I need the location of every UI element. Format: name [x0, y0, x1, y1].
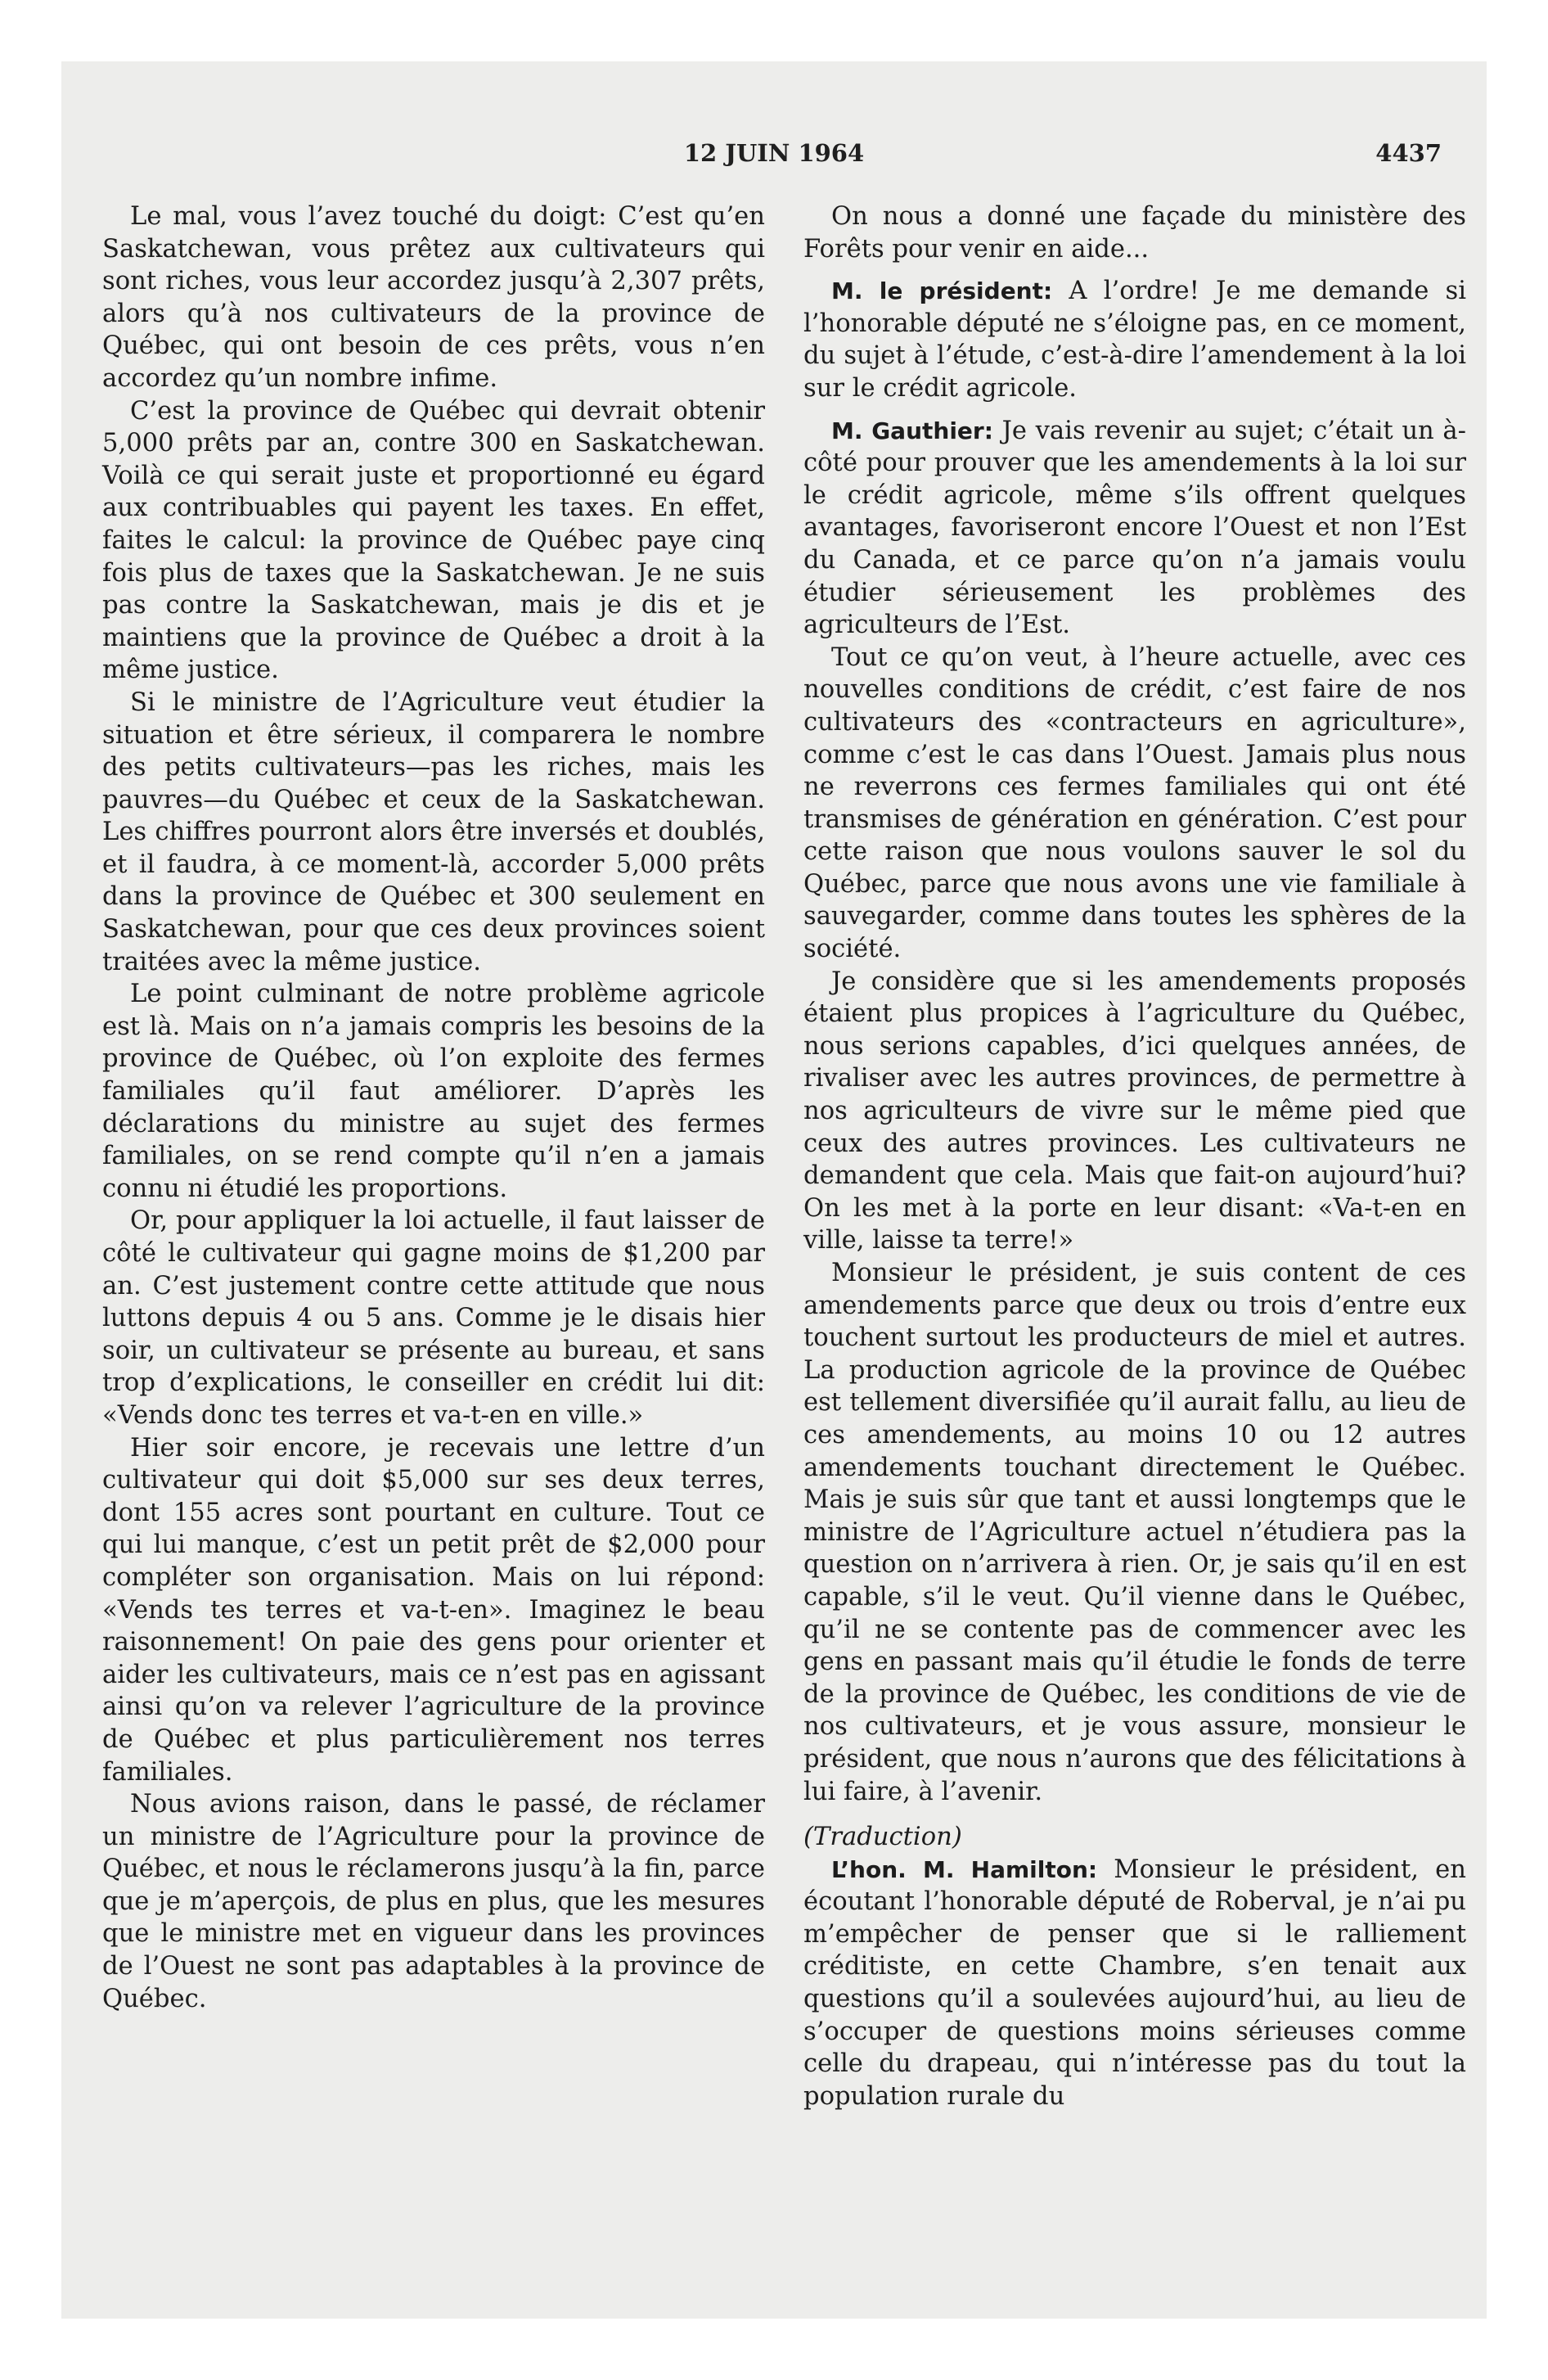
speaker-name: M. le président:	[831, 277, 1053, 305]
paragraph: Or, pour appliquer la loi actuelle, il faut laisser de côté le cultivateur qui gagne moins de $1,200 par an. C’est justement contre cette attitude que nous luttons depuis 4 ou 5 ans. Comme je le disais hier soir, un cultivateur se présente au bureau, et sans trop d’explications, le conseiller en crédit lui dit: «Vends donc tes terres et va-t-en en ville.»	[102, 1206, 765, 1430]
page-header	[61, 139, 1487, 172]
paragraph: On nous a donné une façade du ministère des Forêts pour venir en aide...	[803, 202, 1466, 264]
speech-paragraph	[803, 415, 1466, 642]
left-column	[102, 201, 765, 2015]
paragraph: Hier soir encore, je recevais une lettre d’un cultivateur qui doit $5,000 sur ses deux terres, dont 155 acres sont pourtant en culture. Tout ce qui lui manque, c’est un petit prêt de $2,000 pour compléter son organisation. Mais on lui répond: «Vends tes terres et va-t-en». Imaginez le beau raisonnement! On paie des gens pour orienter et aider les cultivateurs, mais ce n’est pas en agissant ainsi qu’on va relever l’agriculture de la province de Québec et plus particulièrement nos terres familiales.	[102, 1433, 765, 1787]
speech-paragraph	[803, 275, 1466, 404]
speech-text: Je vais revenir au sujet; c’était un à-côté pour prouver que les amendements à la loi sur le crédit agricole, même s’ils offrent quelques avantages, favoriseront encore l’Ouest et non l’Est du Canada, et ce parce qu’on n’a jamais voulu étudier sérieusement les problèmes des agriculteurs de l’Est.	[803, 416, 1466, 640]
page-number: 4437	[1375, 139, 1442, 167]
header-date: 12 JUIN 1964	[683, 139, 865, 167]
paragraph: C’est la province de Québec qui devrait obtenir 5,000 prêts par an, contre 300 en Saskatchewan. Voilà ce qui serait juste et proportionné eu égard aux contribuables qui payent les taxes. En effet, faites le calcul: la province de Québec paye cinq fois plus de taxes que la Saskatchewan. Je ne suis pas contre la Saskatchewan, mais je dis et je maintiens que la province de Québec a droit à la même justice.	[102, 396, 765, 685]
paragraph: Si le ministre de l’Agriculture veut étudier la situation et être sérieux, il comparera le nombre des petits cultivateurs—pas les riches, mais les pauvres—du Québec et ceux de la Saskatchewan. Les chiffres pourront alors être inversés et doublés, et il faudra, à ce moment-là, accorder 5,000 prêts dans la province de Québec et 300 seulement en Saskatchewan, pour que ces deux provinces soient traitées avec la même justice.	[102, 687, 765, 976]
paragraph: Le point culminant de notre problème agricole est là. Mais on n’a jamais compris les besoins de la province de Québec, où l’on exploite des fermes familiales qu’il faut améliorer. D’après les déclarations du ministre au sujet des fermes familiales, on se rend compte qu’il n’en a jamais connu ni étudié les proportions.	[102, 980, 765, 1203]
paragraph: Nous avions raison, dans le passé, de réclamer un ministre de l’Agriculture pour la province de Québec, et nous le réclamerons jusqu’à la fin, parce que je m’aperçois, de plus en plus, que les mesures que le ministre met en vigueur dans les provinces de l’Ouest ne sont pas adaptables à la province de Québec.	[102, 1790, 765, 2013]
right-column	[803, 201, 1466, 2112]
paragraph: Je considère que si les amendements proposés étaient plus propices à l’agriculture du Québec, nous serions capables, d’ici quelques années, de rivaliser avec les autres provinces, de permettre à nos agriculteurs de vivre sur le même pied que ceux des autres provinces. Les cultivateurs ne demandent que cela. Mais que fait-on aujourd’hui? On les met à la porte en leur disant: «Va-t-en en ville, laisse ta terre!»	[803, 967, 1466, 1255]
speaker-name: L’hon. M. Hamilton:	[831, 1855, 1098, 1883]
speech-text: Monsieur le président, en écoutant l’honorable député de Roberval, je n’ai pu m’empêcher de penser que si le ralliement créditiste, en cette Chambre, s’en tenait aux questions qu’il a soulevées aujourd’hui, au lieu de s’occuper de questions moins sérieuses comme celle du drapeau, qui n’intéresse pas du tout la population rurale du	[803, 1855, 1466, 2111]
speech-text: A l’ordre! Je me demande si l’honorable député ne s’éloigne pas, en ce moment, du sujet à l’étude, c’est-à-dire l’amendement à la loi sur le crédit agricole.	[803, 277, 1466, 403]
speaker-name: M. Gauthier:	[831, 417, 993, 444]
scanned-page	[61, 61, 1487, 2319]
paragraph: Le mal, vous l’avez touché du doigt: C’est qu’en Saskatchewan, vous prêtez aux cultivateurs qui sont riches, vous leur accordez jusqu’à 2,307 prêts, alors qu’à nos cultivateurs de la province de Québec, qui ont besoin de ces prêts, vous n’en accordez qu’un nombre infime.	[102, 202, 765, 393]
paragraph: Monsieur le président, je suis content de ces amendements parce que deux ou trois d’entre eux touchent surtout les producteurs de miel et autres. La production agricole de la province de Québec est tellement diversifiée qu’il aurait fallu, au lieu de ces amendements, au moins 10 ou 12 autres amendements touchant directement le Québec. Mais je suis sûr que tant et aussi longtemps que le ministre de l’Agriculture actuel n’étudiera pas la question on n’arrivera à rien. Or, je sais qu’il en est capable, s’il le veut. Qu’il vienne dans le Québec, qu’il ne se contente pas de commencer avec les gens en passant mais qu’il étudie le fonds de terre de la province de Québec, les conditions de vie de nos cultivateurs, et je vous assure, monsieur le président, que nous n’aurons que des félicitations à lui faire, à l’avenir.	[803, 1259, 1466, 1806]
speech-paragraph	[803, 1854, 1466, 2113]
paragraph: Tout ce qu’on veut, à l’heure actuelle, avec ces nouvelles conditions de crédit, c’est faire de nos cultivateurs des «contracteurs en agriculture», comme c’est le cas dans l’Ouest. Jamais plus nous ne reverrons ces fermes familiales qui ont été transmises de génération en génération. C’est pour cette raison que nous voulons sauver le sol du Québec, parce que nous avons une vie familiale à sauvegarder, comme dans toutes les sphères de la société.	[803, 642, 1466, 964]
translation-note: (Traduction)	[803, 1823, 962, 1852]
